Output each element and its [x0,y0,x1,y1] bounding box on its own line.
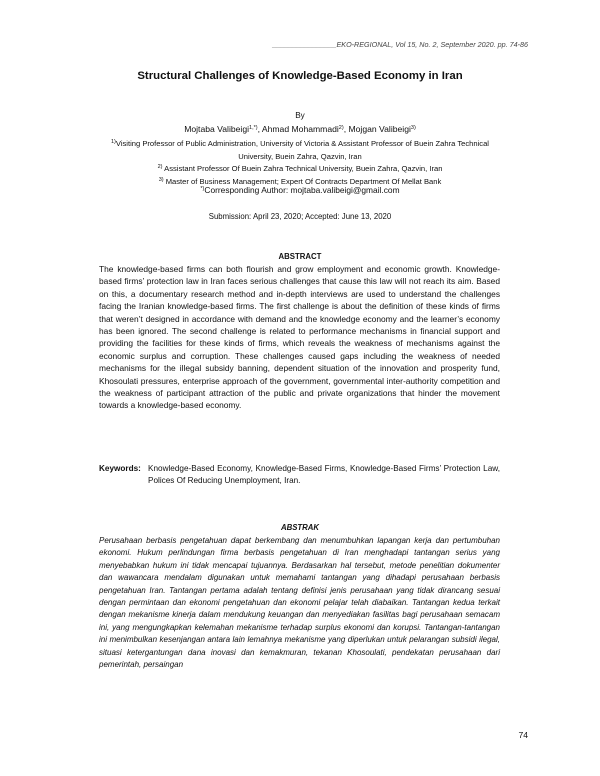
keywords-text: Knowledge-Based Economy, Knowledge-Based Firms, Knowledge-Based Firms’ Protection Law, Polices Of Reducing Unemployment, Iran. [148,464,500,486]
corresponding-author [0,185,600,195]
author-marker: 3) [410,125,416,131]
author-list [0,124,600,134]
author-name: Ahmad Mohammadi [261,124,339,134]
affiliation-marker: 1) [111,139,116,145]
abstrak-body: Perusahaan berbasis pengetahuan dapat berkembang dan menumbuhkan lapangan kerja dan pertumbuhan ekonomi. Hukum perlindungan firma berbasis pengetahuan di Iran menghadapi tantangan serius yang menyebabkan hukum ini tidak mencapai tujuannya. Berdasarkan hal tersebut, metode penelitian dokumenter dan wawancara mendalam digunakan untuk memahami tantangan yang dihadapi perusahaan berbasis pengetahuan Iran. Tantangan pertama adalah tentang definisi jenis perusahaan yang tidak dirancang sesuai dengan permintaan dan ekonomi pengetahuan dan ekonomi pelajar telah diabaikan. Tantangan kedua terkait dengan mekanisme kinerja dalam mendukung keuangan dan menyediakan fasilitas bagi perusahaan semacam ini, yang mengungkapkan kelemahan mekanisme terhadap surplus ekonomi dan korupsi. Tantangan-tantangan ini menimbulkan kesenjangan antara lain lemahnya mekanisme yang diperlukan untuk pelarangan subsidi ilegal, situasi ketergantungan dana inovasi dan kemakmuran, tekanan Khosoulati, pendekatan perusahaan dari pemerintah, persaingan [99,536,500,670]
author-marker: 2) [338,125,344,131]
author-separator: , [257,124,262,134]
author-name: Mojtaba Valibeigi [184,124,250,134]
submission-dates: Submission: April 23, 2020; Accepted: June 13, 2020 [208,212,392,221]
page-number: 74 [518,730,528,740]
affiliation-marker: 3) [158,177,164,183]
affiliation-marker: 2) [157,164,163,170]
running-head: ________________EKO-REGIONAL, Vol 15, No. 2, September 2020. pp. 74-86 [272,40,528,49]
affiliation-text: Visiting Professor of Public Administration, University of Victoria & Assistant Professor of Buein Zahra Technical University, Buein Zahra, Qazvin, Iran [115,139,489,161]
affiliation-text: Master of Business Management; Expert Of Contracts Department Of Mellat Bank [163,177,442,186]
corresponding-text: Corresponding Author: mojtaba.valibeigi@gmail.com [204,185,400,195]
corresponding-marker: *) [200,186,205,192]
abstract-body: The knowledge-based firms can both flourish and grow employment and economic growth. Knowledge-based firms’ protection law in Iran faces serious challenges that cause this law will not reach its aim. Based on this, a documentary research method and in-depth interviews are used to understand the challenges facing the Iranian knowledge-based firms. The first challenge is about the definition of these kinds of firms that weren’t designed in accordance with demand and the knowledge economy and the learner’s economy has been ignored. The second challenge is related to performance mechanisms in financial support and providing the facilities for these kinds of firms, which reveals the weakness of mechanisms against the economic surplus and corruption. These challenges caused gaps including the weakness of needed mechanisms for the illegal subsidy banning, dependent situation of the innovation and prosperity fund, Khosoulati pressures, enterprise approach of the government, governmental inter-authority competition and the weakness of participant attraction of the public and private organizations that hinder the movement towards a knowledge-based economy. [99,264,500,411]
byline: By [295,111,305,120]
affiliation-text: Assistant Professor Of Buein Zahra Technical University, Buein Zahra, Qazvin, Iran [162,164,443,173]
author-marker: 1,*) [249,125,258,131]
author-name: Mojgan Valibeigi [348,124,411,134]
affiliation-1 [100,136,500,163]
keywords-block [99,463,500,488]
article-title: Structural Challenges of Knowledge-Based Economy in Iran [137,70,463,82]
author-separator: , [343,124,349,134]
abstract-heading: ABSTRACT [278,252,322,261]
keywords-label: Keywords: [99,464,141,473]
abstrak-heading: ABSTRAK [280,523,320,532]
